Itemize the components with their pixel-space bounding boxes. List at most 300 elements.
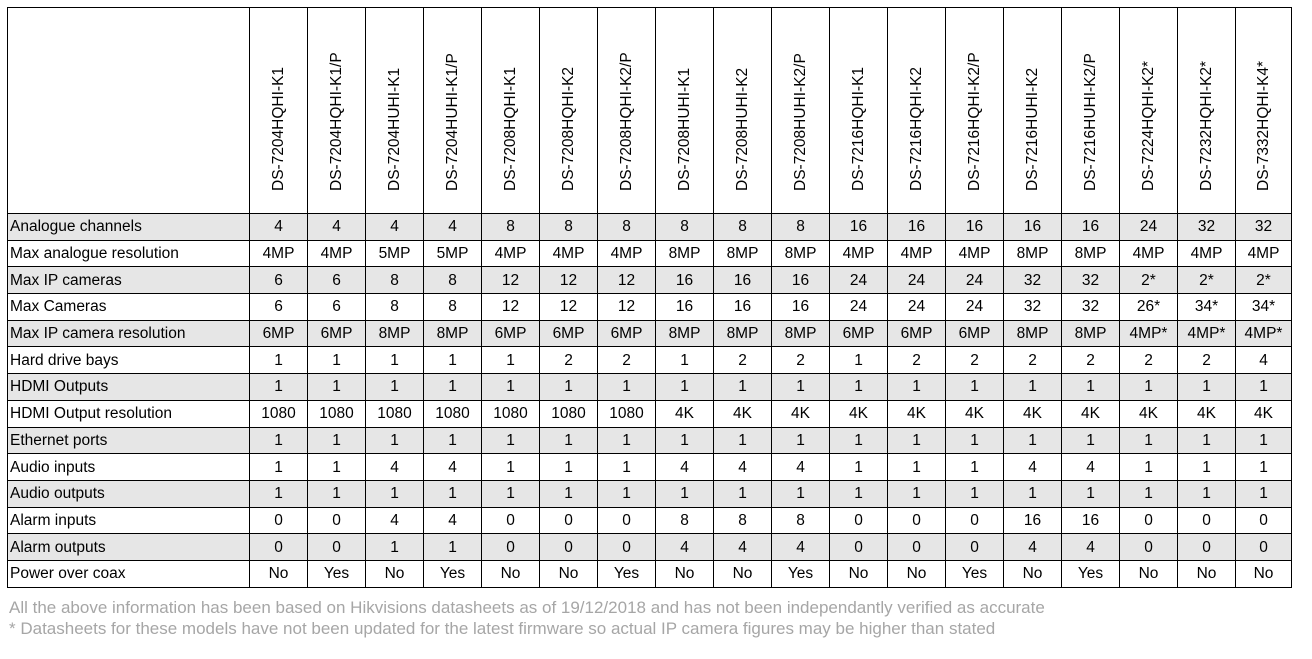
spec-value-cell: 24 (888, 267, 946, 294)
spec-row (8, 320, 1292, 347)
spec-value-cell: 1080 (598, 400, 656, 427)
spec-value-cell: 1 (772, 427, 830, 454)
model-header-cell (714, 8, 772, 214)
spec-value-cell: 0 (1178, 534, 1236, 561)
spec-value-cell: 8 (424, 267, 482, 294)
spec-value-cell: 4 (366, 507, 424, 534)
spec-value-cell: 32 (1004, 294, 1062, 321)
model-name-label: DS-7332HQHI-K4* (1254, 60, 1272, 191)
spec-value-cell: 4 (308, 214, 366, 241)
model-name-label: DS-7208HQHI-K2/P (617, 52, 635, 191)
spec-value-cell: 6MP (888, 320, 946, 347)
spec-value-cell: 4K (772, 400, 830, 427)
spec-value-cell: 4 (366, 454, 424, 481)
spec-value-cell: 2* (1236, 267, 1292, 294)
spec-value-cell: 4K (714, 400, 772, 427)
spec-value-cell: 4 (714, 534, 772, 561)
spec-value-cell: 8MP (1062, 320, 1120, 347)
spec-value-cell: 8MP (714, 320, 772, 347)
model-header-cell (772, 8, 830, 214)
spec-value-cell: 4K (1178, 400, 1236, 427)
spec-value-cell: 16 (772, 267, 830, 294)
header-corner-cell (8, 8, 250, 214)
spec-value-cell: 4MP (1178, 240, 1236, 267)
spec-value-cell: 4K (946, 400, 1004, 427)
spec-value-cell: No (1178, 560, 1236, 587)
spec-value-cell: 4 (424, 454, 482, 481)
spec-value-cell: 1 (656, 374, 714, 401)
spec-value-cell: 0 (598, 534, 656, 561)
spec-row (8, 374, 1292, 401)
model-header-cell (250, 8, 308, 214)
spec-value-cell: 1 (308, 374, 366, 401)
spec-value-cell: 12 (482, 294, 540, 321)
spec-value-cell: 4 (656, 454, 714, 481)
spec-value-cell: 24 (946, 294, 1004, 321)
spec-value-cell: 6 (250, 294, 308, 321)
model-name-label: DS-7232HQHI-K2* (1197, 60, 1215, 191)
spec-value-cell: 2 (1120, 347, 1178, 374)
spec-value-cell: 32 (1236, 214, 1292, 241)
spec-value-cell: 8MP (714, 240, 772, 267)
spec-value-cell: 0 (1120, 534, 1178, 561)
spec-value-cell: 4 (772, 534, 830, 561)
spec-value-cell: 6 (308, 294, 366, 321)
spec-value-cell: Yes (772, 560, 830, 587)
spec-value-cell: 1 (830, 347, 888, 374)
model-name-label: DS-7216HQHI-K1 (849, 66, 867, 191)
spec-table-container (7, 7, 1292, 588)
spec-value-cell: 0 (598, 507, 656, 534)
spec-value-cell: 4MP (598, 240, 656, 267)
spec-value-cell: 8 (598, 214, 656, 241)
spec-value-cell: 1080 (540, 400, 598, 427)
spec-value-cell: 1 (1236, 427, 1292, 454)
spec-value-cell: 4MP (830, 240, 888, 267)
spec-value-cell: 1 (308, 454, 366, 481)
spec-value-cell: 8MP (424, 320, 482, 347)
spec-value-cell: 2* (1120, 267, 1178, 294)
spec-value-cell: 8 (540, 214, 598, 241)
spec-value-cell: 8MP (1062, 240, 1120, 267)
spec-value-cell: No (656, 560, 714, 587)
spec-value-cell: 24 (946, 267, 1004, 294)
spec-value-cell: 4 (1236, 347, 1292, 374)
model-header-cell (598, 8, 656, 214)
spec-value-cell: 6 (308, 267, 366, 294)
model-header-cell (482, 8, 540, 214)
spec-value-cell: 0 (1236, 534, 1292, 561)
spec-value-cell: 0 (250, 507, 308, 534)
spec-value-cell: 6MP (308, 320, 366, 347)
spec-value-cell: 1 (1004, 480, 1062, 507)
spec-value-cell: 1 (1120, 480, 1178, 507)
spec-value-cell: No (250, 560, 308, 587)
spec-value-cell: 1 (946, 427, 1004, 454)
spec-row-label: Audio inputs (8, 454, 250, 481)
spec-value-cell: No (1120, 560, 1178, 587)
model-name-label: DS-7208HQHI-K2 (559, 66, 577, 191)
spec-value-cell: 34* (1236, 294, 1292, 321)
spec-row-label: Ethernet ports (8, 427, 250, 454)
spec-value-cell: 0 (830, 507, 888, 534)
spec-value-cell: 2 (714, 347, 772, 374)
spec-value-cell: 1 (250, 347, 308, 374)
spec-value-cell: 8 (656, 214, 714, 241)
spec-value-cell: 1 (598, 374, 656, 401)
spec-value-cell: 2 (1004, 347, 1062, 374)
spec-value-cell: 6MP (946, 320, 1004, 347)
spec-value-cell: 1 (424, 374, 482, 401)
model-header-row (8, 8, 1292, 214)
spec-value-cell: 1 (830, 427, 888, 454)
spec-value-cell: 1 (1004, 374, 1062, 401)
model-name-label: DS-7208HUHI-K2 (733, 67, 751, 191)
spec-value-cell: 2 (772, 347, 830, 374)
spec-value-cell: 1 (482, 427, 540, 454)
model-name-label: DS-7216HUHI-K2/P (1081, 53, 1099, 191)
spec-value-cell: 1 (366, 374, 424, 401)
spec-value-cell: 0 (540, 507, 598, 534)
model-header-cell (830, 8, 888, 214)
spec-value-cell: 0 (482, 507, 540, 534)
spec-value-cell: 4MP (482, 240, 540, 267)
spec-value-cell: 32 (1004, 267, 1062, 294)
spec-value-cell: 8MP (656, 320, 714, 347)
spec-value-cell: 6MP (482, 320, 540, 347)
spec-value-cell: 8 (366, 294, 424, 321)
spec-value-cell: No (830, 560, 888, 587)
spec-value-cell: 1 (482, 374, 540, 401)
spec-value-cell: 4 (714, 454, 772, 481)
spec-value-cell: 5MP (424, 240, 482, 267)
spec-value-cell: 4K (1120, 400, 1178, 427)
spec-value-cell: 1 (1004, 427, 1062, 454)
spec-value-cell: 24 (1120, 214, 1178, 241)
spec-value-cell: 24 (830, 294, 888, 321)
spec-value-cell: 1 (1120, 427, 1178, 454)
spec-value-cell: 4 (1062, 454, 1120, 481)
spec-value-cell: 12 (482, 267, 540, 294)
spec-value-cell: 1 (772, 480, 830, 507)
model-header-cell (656, 8, 714, 214)
spec-value-cell: 4 (1004, 534, 1062, 561)
spec-value-cell: No (482, 560, 540, 587)
model-header-cell (308, 8, 366, 214)
spec-row-label: Alarm inputs (8, 507, 250, 534)
spec-value-cell: 1 (1120, 454, 1178, 481)
spec-value-cell: 2 (598, 347, 656, 374)
model-name-label: DS-7204HQHI-K1 (269, 66, 287, 191)
spec-value-cell: No (540, 560, 598, 587)
spec-value-cell: 1 (482, 480, 540, 507)
spec-value-cell: 0 (830, 534, 888, 561)
spec-value-cell: 1 (308, 480, 366, 507)
spec-value-cell: 8MP (772, 240, 830, 267)
spec-value-cell: 1080 (250, 400, 308, 427)
spec-value-cell: No (714, 560, 772, 587)
spec-value-cell: 0 (308, 507, 366, 534)
spec-row (8, 214, 1292, 241)
spec-value-cell: 16 (714, 294, 772, 321)
spec-value-cell: 1 (540, 427, 598, 454)
spec-value-cell: 1 (888, 454, 946, 481)
spec-value-cell: 4 (424, 214, 482, 241)
spec-value-cell: 1 (946, 374, 1004, 401)
spec-value-cell: 1 (830, 480, 888, 507)
spec-value-cell: 0 (250, 534, 308, 561)
model-header-cell (1004, 8, 1062, 214)
model-name-label: DS-7224HQHI-K2* (1139, 60, 1157, 191)
spec-value-cell: 1 (1236, 454, 1292, 481)
model-header-cell (1178, 8, 1236, 214)
spec-value-cell: 1 (714, 427, 772, 454)
spec-value-cell: 0 (482, 534, 540, 561)
spec-value-cell: 1080 (482, 400, 540, 427)
spec-row-label: Audio outputs (8, 480, 250, 507)
spec-row (8, 267, 1292, 294)
spec-value-cell: 12 (598, 267, 656, 294)
spec-value-cell: 4K (1062, 400, 1120, 427)
spec-value-cell: 1 (1178, 374, 1236, 401)
spec-table-body (8, 214, 1292, 588)
spec-value-cell: 1080 (366, 400, 424, 427)
spec-row (8, 427, 1292, 454)
spec-value-cell: 8 (424, 294, 482, 321)
spec-value-cell: 1080 (424, 400, 482, 427)
spec-value-cell: 2 (1062, 347, 1120, 374)
spec-value-cell: 1 (424, 480, 482, 507)
spec-value-cell: 0 (888, 534, 946, 561)
spec-value-cell: 0 (1178, 507, 1236, 534)
spec-value-cell: 6MP (540, 320, 598, 347)
spec-value-cell: 0 (1120, 507, 1178, 534)
spec-value-cell: Yes (308, 560, 366, 587)
spec-row-label: Max IP cameras (8, 267, 250, 294)
spec-value-cell: 4MP (308, 240, 366, 267)
spec-value-cell: 4MP* (1178, 320, 1236, 347)
spec-row (8, 347, 1292, 374)
model-header-cell (1236, 8, 1292, 214)
spec-value-cell: 4MP (540, 240, 598, 267)
spec-value-cell: 16 (1062, 507, 1120, 534)
spec-row (8, 560, 1292, 587)
spec-value-cell: 8 (482, 214, 540, 241)
footnote-firmware-caveat: * Datasheets for these models have not been updated for the latest firmware so actual IP camera figures may be higher than stated (9, 619, 996, 638)
spec-row-label: Max analogue resolution (8, 240, 250, 267)
spec-value-cell: 4MP (946, 240, 1004, 267)
spec-value-cell: 0 (888, 507, 946, 534)
spec-value-cell: 16 (888, 214, 946, 241)
spec-value-cell: 1 (1062, 480, 1120, 507)
spec-value-cell: 34* (1178, 294, 1236, 321)
spec-row-label: Max Cameras (8, 294, 250, 321)
spec-value-cell: 1 (482, 347, 540, 374)
spec-value-cell: 1 (366, 347, 424, 374)
spec-row-label: HDMI Outputs (8, 374, 250, 401)
spec-value-cell: 16 (830, 214, 888, 241)
spec-value-cell: 1 (250, 374, 308, 401)
spec-value-cell: 8MP (366, 320, 424, 347)
spec-value-cell: 16 (772, 294, 830, 321)
spec-value-cell: 1 (250, 454, 308, 481)
spec-value-cell: 24 (888, 294, 946, 321)
spec-row (8, 507, 1292, 534)
spec-value-cell: 1 (424, 347, 482, 374)
model-name-label: DS-7204HQHI-K1/P (327, 52, 345, 191)
spec-value-cell: 1 (1062, 427, 1120, 454)
model-header-cell (1062, 8, 1120, 214)
model-name-label: DS-7208HUHI-K1 (675, 67, 693, 191)
spec-value-cell: 1 (656, 427, 714, 454)
spec-row-label: Power over coax (8, 560, 250, 587)
spec-value-cell: 1 (772, 374, 830, 401)
spec-value-cell: 1 (250, 480, 308, 507)
spec-value-cell: 1 (1120, 374, 1178, 401)
spec-value-cell: Yes (1062, 560, 1120, 587)
spec-value-cell: 1 (1178, 427, 1236, 454)
spec-value-cell: 1080 (308, 400, 366, 427)
spec-value-cell: 4 (1062, 534, 1120, 561)
spec-value-cell: 24 (830, 267, 888, 294)
spec-value-cell: 1 (540, 454, 598, 481)
spec-value-cell: 12 (540, 267, 598, 294)
spec-row (8, 454, 1292, 481)
spec-value-cell: 12 (598, 294, 656, 321)
spec-value-cell: 1 (540, 374, 598, 401)
spec-value-cell: 0 (946, 534, 1004, 561)
spec-value-cell: 4K (1004, 400, 1062, 427)
spec-value-cell: 1 (598, 454, 656, 481)
spec-value-cell: Yes (946, 560, 1004, 587)
spec-value-cell: Yes (424, 560, 482, 587)
spec-value-cell: 1 (366, 427, 424, 454)
spec-value-cell: 26* (1120, 294, 1178, 321)
spec-value-cell: 1 (540, 480, 598, 507)
spec-value-cell: 0 (540, 534, 598, 561)
spec-value-cell: 16 (1004, 507, 1062, 534)
model-name-label: DS-7216HUHI-K2 (1023, 67, 1041, 191)
spec-value-cell: 16 (1062, 214, 1120, 241)
spec-value-cell: 8MP (772, 320, 830, 347)
spec-value-cell: 4 (250, 214, 308, 241)
footnote-datasheet-source: All the above information has been based on Hikvisions datasheets as of 19/12/2018 and has not been independantly verified as accurate (9, 598, 1045, 617)
model-header-cell (424, 8, 482, 214)
spec-value-cell: 4 (1004, 454, 1062, 481)
model-name-label: DS-7216HQHI-K2/P (965, 52, 983, 191)
spec-value-cell: 6 (250, 267, 308, 294)
spec-value-cell: 4K (830, 400, 888, 427)
spec-value-cell: 1 (424, 534, 482, 561)
spec-value-cell: 0 (308, 534, 366, 561)
spec-value-cell: 4MP (1120, 240, 1178, 267)
spec-value-cell: 8 (772, 214, 830, 241)
spec-value-cell: 16 (656, 267, 714, 294)
spec-value-cell: 2* (1178, 267, 1236, 294)
spec-value-cell: 1 (424, 427, 482, 454)
spec-value-cell: 1 (714, 480, 772, 507)
spec-value-cell: 16 (946, 214, 1004, 241)
spec-value-cell: Yes (598, 560, 656, 587)
spec-value-cell: 32 (1062, 267, 1120, 294)
spec-value-cell: 0 (946, 507, 1004, 534)
spec-value-cell: 1 (598, 427, 656, 454)
model-header-cell (888, 8, 946, 214)
spec-value-cell: 4 (772, 454, 830, 481)
model-name-label: DS-7204HUHI-K1/P (443, 53, 461, 191)
spec-value-cell: 1 (714, 374, 772, 401)
model-header-cell (366, 8, 424, 214)
spec-value-cell: 8MP (656, 240, 714, 267)
spec-value-cell: 6MP (830, 320, 888, 347)
model-name-label: DS-7204HUHI-K1 (385, 67, 403, 191)
spec-row-label: Hard drive bays (8, 347, 250, 374)
spec-value-cell: No (1004, 560, 1062, 587)
spec-value-cell: 8 (772, 507, 830, 534)
spec-value-cell: 8 (714, 507, 772, 534)
spec-value-cell: 1 (598, 480, 656, 507)
spec-value-cell: 1 (366, 480, 424, 507)
spec-row (8, 480, 1292, 507)
spec-value-cell: 8 (366, 267, 424, 294)
spec-row-label: HDMI Output resolution (8, 400, 250, 427)
spec-value-cell: 1 (830, 454, 888, 481)
spec-value-cell: 5MP (366, 240, 424, 267)
spec-value-cell: 4MP (1236, 240, 1292, 267)
spec-value-cell: 0 (1236, 507, 1292, 534)
spec-value-cell: 4 (424, 507, 482, 534)
spec-value-cell: 1 (830, 374, 888, 401)
model-header-cell (540, 8, 598, 214)
spec-value-cell: 1 (1236, 374, 1292, 401)
spec-value-cell: 32 (1062, 294, 1120, 321)
model-name-label: DS-7216HQHI-K2 (907, 66, 925, 191)
spec-value-cell: 1 (888, 480, 946, 507)
spec-value-cell: 32 (1178, 214, 1236, 241)
spec-value-cell: 2 (1178, 347, 1236, 374)
spec-value-cell: 4MP (250, 240, 308, 267)
spec-value-cell: 6MP (598, 320, 656, 347)
spec-value-cell: 4 (656, 534, 714, 561)
spec-row (8, 534, 1292, 561)
model-header-cell (946, 8, 1004, 214)
spec-value-cell: 12 (540, 294, 598, 321)
model-name-label: DS-7208HQHI-K1 (501, 66, 519, 191)
spec-value-cell: 8 (714, 214, 772, 241)
spec-value-cell: 2 (946, 347, 1004, 374)
spec-value-cell: 8MP (1004, 240, 1062, 267)
spec-row (8, 294, 1292, 321)
spec-value-cell: 4K (888, 400, 946, 427)
spec-value-cell: 1 (308, 347, 366, 374)
spec-value-cell: 4MP* (1120, 320, 1178, 347)
spec-value-cell: 4MP (888, 240, 946, 267)
spec-value-cell: 16 (714, 267, 772, 294)
spec-value-cell: 1 (946, 454, 1004, 481)
model-name-label: DS-7208HUHI-K2/P (791, 53, 809, 191)
spec-row-label: Alarm outputs (8, 534, 250, 561)
spec-value-cell: No (1236, 560, 1292, 587)
spec-value-cell: 1 (482, 454, 540, 481)
spec-value-cell: 6MP (250, 320, 308, 347)
footnotes (9, 597, 1045, 639)
spec-value-cell: 1 (656, 480, 714, 507)
spec-value-cell: 2 (888, 347, 946, 374)
spec-value-cell: 8 (656, 507, 714, 534)
spec-value-cell: 1 (888, 427, 946, 454)
dvr-spec-table (7, 7, 1292, 588)
spec-row (8, 240, 1292, 267)
